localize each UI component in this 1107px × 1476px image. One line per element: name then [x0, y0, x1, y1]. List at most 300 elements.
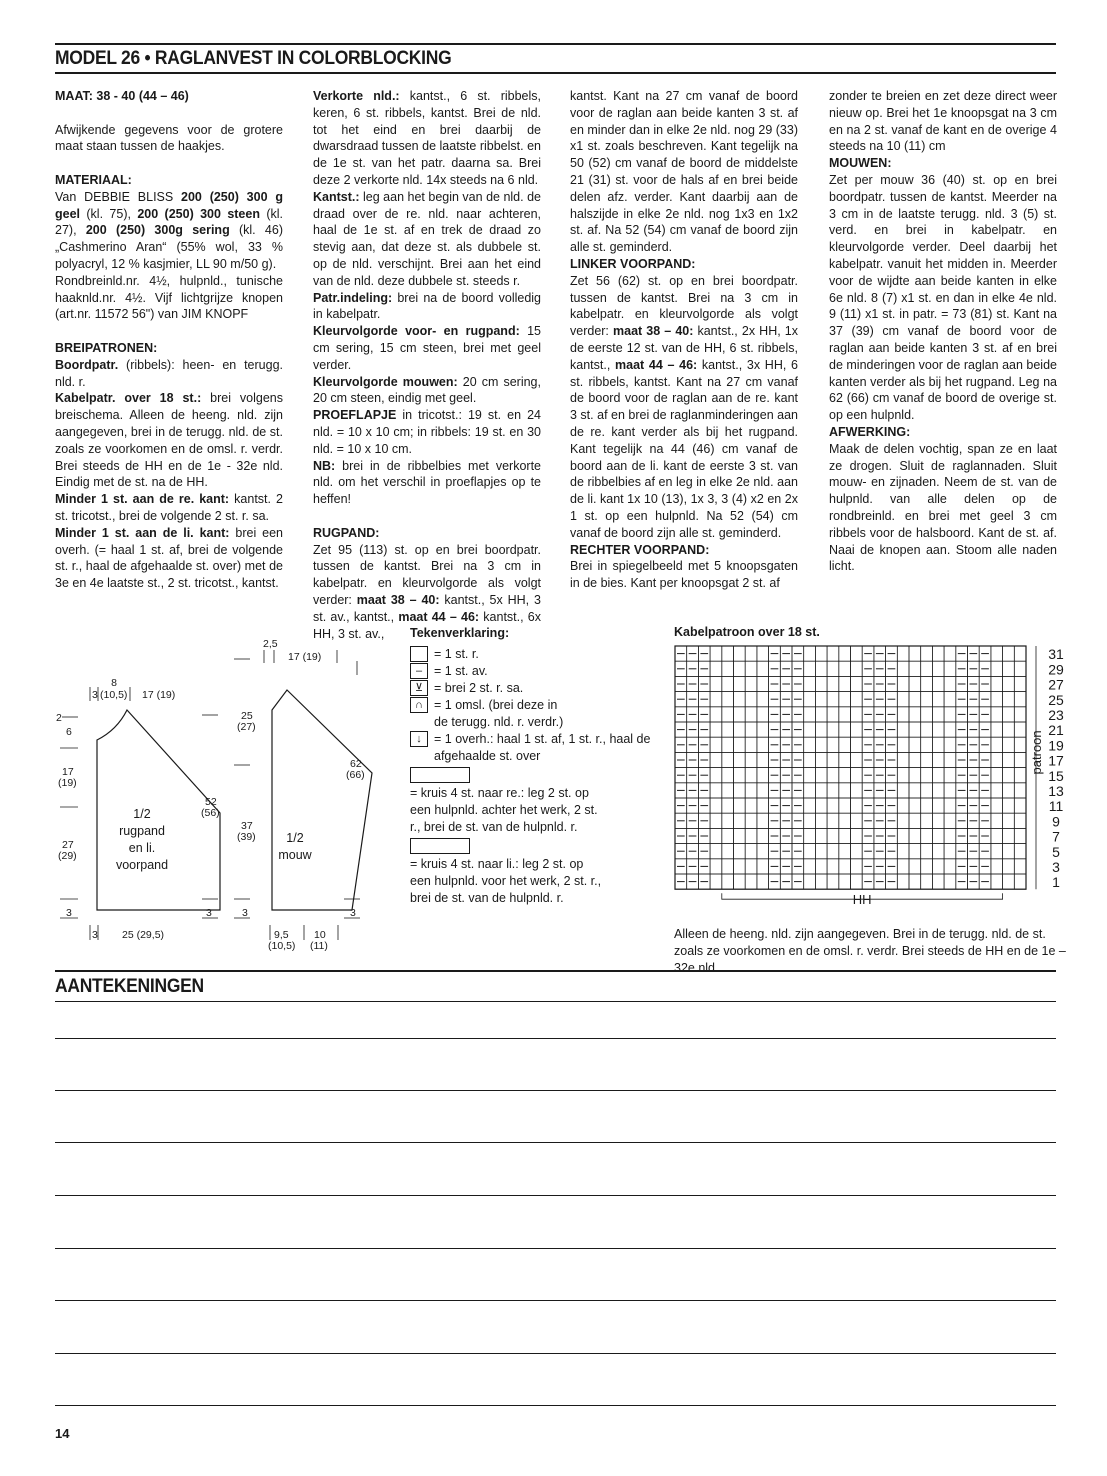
notes-line [55, 1142, 1056, 1143]
chart-cell [734, 813, 746, 828]
chart-cell [944, 737, 956, 752]
chart-cell [1003, 859, 1015, 874]
chart-cell [757, 798, 769, 813]
legend-text: = 1 st. r. [434, 647, 479, 661]
chart-cell [932, 813, 944, 828]
paragraph [570, 542, 798, 559]
text: brei in de ribbelbies met verkorte nld. om het verschil in proeflapjes op te heffen! [313, 458, 541, 507]
chart-cell [722, 692, 734, 707]
chart-cell [815, 859, 827, 874]
chart-cell [734, 692, 746, 707]
notes-line [55, 1405, 1056, 1406]
chart-cell [734, 798, 746, 813]
chart-cell [1003, 737, 1015, 752]
bottom-label: HH [852, 892, 872, 908]
legend-text: = brei 2 st. r. sa. [434, 681, 524, 695]
chart-cell [851, 752, 863, 767]
chart-cell [722, 768, 734, 783]
chart-cell [722, 646, 734, 661]
chart-cell [734, 874, 746, 889]
chart-cell [991, 813, 1003, 828]
dim-label: 3 [242, 907, 248, 919]
chart-cell [897, 874, 909, 889]
chart-cell [1014, 828, 1026, 843]
chart-cell [815, 737, 827, 752]
chart-cell [1014, 844, 1026, 859]
legend-text: = 1 st. av. [434, 664, 488, 678]
text: Van DEBBIE BLISS [55, 189, 182, 204]
chart-cell [909, 737, 921, 752]
chart-cell [734, 676, 746, 691]
bold-text: Kleurvolgorde voor- en rugpand: [313, 324, 520, 339]
chart-cell [897, 646, 909, 661]
chart-cell [839, 844, 851, 859]
legend-text: = 1 omsl. (brei deze in de terugg. nld. r. verdr.) [434, 698, 564, 729]
chart-cell [1014, 798, 1026, 813]
row-number: 3 [1052, 859, 1060, 875]
chart-cell [991, 646, 1003, 661]
legend-symbol: ↓ [410, 731, 428, 747]
chart-cell [897, 768, 909, 783]
body-label-4: voorpand [115, 858, 169, 872]
sleeve-outline [272, 690, 372, 910]
chart-cell [722, 722, 734, 737]
paragraph [55, 357, 283, 391]
chart-cell [734, 783, 746, 798]
row-number: 31 [1048, 646, 1064, 663]
paragraph [55, 340, 283, 357]
chart-title: Kabelpatroon over 18 st. [674, 625, 820, 639]
dim-label: (56) [201, 807, 220, 819]
chart-cell [722, 859, 734, 874]
chart-cell [839, 661, 851, 676]
chart-cell [1014, 859, 1026, 874]
chart-cell [991, 752, 1003, 767]
chart-cell [722, 752, 734, 767]
cross-left-symbol [410, 838, 470, 854]
chart-cell [839, 828, 851, 843]
chart-cell [757, 676, 769, 691]
chart-cell [710, 646, 722, 661]
text: zonder te breien en zet deze direct weer nieuw op. Brei het 1e knoopsgat na 3 cm en na 2 st. vanaf de kant en de overige 4 steeds na 10 (11) cm [829, 89, 1057, 154]
chart-cell [921, 783, 933, 798]
chart-cell [897, 737, 909, 752]
chart-cell [722, 707, 734, 722]
chart-cell [851, 722, 863, 737]
chart-cell [991, 859, 1003, 874]
chart-cell [921, 813, 933, 828]
notes-line [55, 1195, 1056, 1196]
paragraph [313, 458, 541, 508]
chart-cell [897, 844, 909, 859]
text: Rondbreinld.nr. 4½, hulpnld., tunische haaknld.nr. 4½. Vijf lichtgrijze knopen (art.nr. 11572 56") van JIM KNOPF [55, 273, 283, 322]
dim-label: 17 (19) [142, 689, 176, 701]
side-label: patroon [1029, 730, 1044, 775]
chart-cell [804, 813, 816, 828]
chart-cell [815, 813, 827, 828]
chart-cell [944, 768, 956, 783]
chart-cell [839, 737, 851, 752]
page-title: MODEL 26 • RAGLANVEST IN COLORBLOCKING [55, 48, 452, 69]
chart-cell [722, 798, 734, 813]
chart-cell [1003, 768, 1015, 783]
chart-cell [909, 844, 921, 859]
row-number: 5 [1052, 843, 1060, 860]
chart-cell [745, 828, 757, 843]
legend-item [410, 646, 660, 663]
paragraph [55, 189, 283, 273]
chart-cell [757, 768, 769, 783]
chart-cell [745, 722, 757, 737]
chart-cell [1003, 874, 1015, 889]
bold-text: 200 (250) 300g sering [85, 223, 230, 238]
chart-cell [757, 661, 769, 676]
chart-cell [921, 676, 933, 691]
chart-cell [839, 874, 851, 889]
chart-cell [804, 798, 816, 813]
chart-cell [827, 661, 839, 676]
chart-cell [827, 707, 839, 722]
chart-cell [804, 828, 816, 843]
chart-cell [932, 661, 944, 676]
legend-item [410, 680, 660, 697]
chart-cell [921, 828, 933, 843]
body-label-1: 1/2 [133, 807, 151, 821]
dim-label: 3 [92, 929, 98, 941]
dim-label: 17 [62, 766, 74, 778]
chart-cell [932, 752, 944, 767]
paragraph [55, 172, 283, 189]
text: (kl. 75), [80, 206, 138, 221]
chart-cell [897, 676, 909, 691]
paragraph-gap [313, 508, 541, 525]
chart-cell [827, 737, 839, 752]
chart-cell [921, 874, 933, 889]
chart-cell [734, 768, 746, 783]
column-4 [829, 88, 1057, 575]
chart-cell [944, 798, 956, 813]
chart-cell [757, 707, 769, 722]
chart-cell [757, 752, 769, 767]
chart-cell [944, 692, 956, 707]
chart-cell [827, 768, 839, 783]
chart-note: Alleen de heeng. nld. zijn aangegeven. Brei in de terugg. nld. de st. zoals ze voorkomen en de omsl. r. verdr. Brei steeds de HH en de 1e – 32e nld. [674, 927, 1066, 975]
chart-cell [1003, 813, 1015, 828]
bold-text: LINKER VOORPAND: [570, 256, 696, 271]
paragraph [829, 155, 1057, 172]
chart-cell [944, 676, 956, 691]
chart-cell [851, 859, 863, 874]
dim-label: 2 [56, 712, 62, 724]
bold-text: PROEFLAPJE [313, 408, 397, 423]
chart-cell [909, 798, 921, 813]
chart-cell [932, 859, 944, 874]
chart-cell [745, 859, 757, 874]
bold-text: Boordpatr. [55, 357, 119, 372]
column-1 [55, 88, 283, 592]
body-label-3: en li. [128, 841, 156, 855]
chart-cell [710, 661, 722, 676]
dim-label: 62 [350, 758, 362, 770]
chart-cell [1014, 768, 1026, 783]
chart-cell [745, 813, 757, 828]
chart-cell [932, 722, 944, 737]
bold-text: maat 38 – 40: [613, 324, 694, 339]
chart-cell [757, 692, 769, 707]
dim-label: 52 [205, 796, 217, 808]
title-rule [55, 72, 1056, 74]
chart-cell [991, 676, 1003, 691]
chart-cell [710, 707, 722, 722]
notes-line [55, 1353, 1056, 1354]
chart-cell [897, 783, 909, 798]
chart-cell [804, 752, 816, 767]
chart-cell [991, 844, 1003, 859]
chart-cell [745, 707, 757, 722]
chart-cell [991, 828, 1003, 843]
bold-text: Minder 1 st. aan de li. kant: [55, 525, 230, 540]
chart-cell [909, 859, 921, 874]
chart-cell [921, 707, 933, 722]
bold-text: Kantst.: [313, 189, 360, 204]
chart-cell [815, 707, 827, 722]
row-number: 21 [1048, 722, 1064, 739]
dim-label: 2,5 [263, 638, 278, 650]
chart-cell [851, 828, 863, 843]
text: brei na de boord volledig in kabelpatr. [313, 290, 541, 322]
page-number: 14 [55, 1426, 70, 1441]
chart-cell [722, 676, 734, 691]
chart-cell [1003, 692, 1015, 707]
column-2 [313, 88, 541, 642]
chart-cell [827, 692, 839, 707]
chart-cell [734, 737, 746, 752]
chart-cell [839, 859, 851, 874]
chart-cell [839, 722, 851, 737]
chart-cell [804, 783, 816, 798]
notes-top-rule [55, 970, 1056, 972]
legend-title: Tekenverklaring: [410, 626, 510, 640]
chart-cell [722, 813, 734, 828]
chart-cell [815, 661, 827, 676]
text: Zet 56 (62) st. op en brei boordpatr. tussen de kantst. Brei na 3 cm in kabelpatr. en kleurvolgorde als volgt verder: [570, 273, 798, 339]
chart-cell [897, 828, 909, 843]
chart-cell [745, 768, 757, 783]
text: 20 cm sering, 20 cm steen, eindig met geel. [313, 374, 541, 406]
chart-cell [815, 692, 827, 707]
chart-cell [1014, 783, 1026, 798]
bold-text: Minder 1 st. aan de re. kant: [55, 492, 230, 507]
chart-cell [734, 707, 746, 722]
text: (kl. 27), [55, 206, 284, 238]
chart-cell [827, 646, 839, 661]
paragraph [55, 88, 283, 105]
top-rule [55, 43, 1056, 45]
chart-cell [827, 844, 839, 859]
chart-cell [944, 828, 956, 843]
chart-cell [851, 692, 863, 707]
chart-cell [851, 783, 863, 798]
chart-cell [909, 783, 921, 798]
chart-cell [827, 722, 839, 737]
chart-cell [932, 737, 944, 752]
chart-cell [745, 737, 757, 752]
chart-cell [932, 692, 944, 707]
chart-cell [757, 828, 769, 843]
text: kantst., 6 st. ribbels, keren, 6 st. ribbels, kantst. Brei de nld. tot het eind en brei daarbij de dwarsdraad tussen de laatste ribbelst. en de 1e st. van het patr. daarna sa. Brei deze 2 verkorte nld. 14x steeds na 6 nld. [313, 89, 541, 187]
notes-line [55, 1038, 1056, 1039]
chart-cell [722, 783, 734, 798]
dim-label: (39) [237, 831, 256, 843]
paragraph-gap [55, 323, 283, 340]
chart-cell [909, 722, 921, 737]
text: Brei in spiegelbeeld met 5 knoopsgaten in de bies. Kant per knoopsgat 2 st. af [570, 559, 798, 591]
dim-label: 10 [314, 929, 326, 941]
chart-cell [1003, 661, 1015, 676]
chart-cell [1014, 752, 1026, 767]
chart-cell [897, 813, 909, 828]
chart-cell [909, 676, 921, 691]
chart-cell [815, 844, 827, 859]
paragraph [570, 88, 798, 256]
chart-cell [734, 661, 746, 676]
chart-cell [804, 768, 816, 783]
body-label-2: rugpand [119, 824, 165, 838]
dim-label: (66) [346, 769, 365, 781]
chart-cell [909, 768, 921, 783]
cross-right-text: = kruis 4 st. naar re.: leg 2 st. op een hulpnld. achter het werk, 2 st. r., brei de st. van de hulpnld. r. [410, 786, 598, 834]
chart-cell [815, 646, 827, 661]
paragraph [829, 88, 1057, 155]
row-number: 15 [1048, 767, 1064, 784]
chart-cell [839, 646, 851, 661]
paragraph [313, 525, 541, 542]
chart-cell [745, 798, 757, 813]
chart-cell [932, 676, 944, 691]
legend-text: = 1 overh.: haal 1 st. af, 1 st. r., haal de afgehaalde st. over [434, 732, 651, 763]
text: kantst., 6x HH, 3 st. av., [313, 609, 541, 641]
chart-cell [757, 813, 769, 828]
chart-cell [909, 646, 921, 661]
bold-text: Kleurvolgorde mouwen: [313, 374, 458, 389]
chart-cell [710, 874, 722, 889]
legend [410, 625, 660, 907]
chart-cell [827, 798, 839, 813]
dim-label: (10,5) [100, 689, 128, 701]
chart-cell [851, 813, 863, 828]
text: Afwijkende gegevens voor de grotere maat staan tussen de haakjes. [55, 122, 283, 154]
chart-cell [839, 783, 851, 798]
chart-cell [745, 752, 757, 767]
paragraph [55, 525, 283, 592]
chart-cell [897, 707, 909, 722]
paragraph [570, 558, 798, 592]
row-number: 17 [1048, 752, 1064, 769]
chart-cell [745, 646, 757, 661]
chart-cell [944, 722, 956, 737]
text: kantst., 5x HH, 3 st. av., kantst., [313, 592, 541, 624]
notes-line [55, 1001, 1056, 1002]
chart-cell [921, 722, 933, 737]
text: kantst. 2 st. tricotst., brei de volgende 2 st. r. sa. [55, 492, 283, 523]
chart-cell [815, 798, 827, 813]
cross-left-text: = kruis 4 st. naar li.: leg 2 st. op een hulpnld. voor het werk, 2 st. r., brei de st. van de hulpnld. r. [410, 857, 602, 905]
paragraph [829, 172, 1057, 424]
row-number: 9 [1052, 813, 1060, 830]
dim-label: 3 [350, 907, 356, 919]
chart-cell [932, 798, 944, 813]
chart-cell [804, 844, 816, 859]
chart-cell [710, 676, 722, 691]
dim-label: 17 (19) [288, 651, 322, 663]
chart-cell [815, 752, 827, 767]
dim-label: 27 [62, 839, 74, 851]
bold-text: RECHTER VOORPAND: [570, 542, 710, 557]
chart-cell [909, 828, 921, 843]
chart-cell [710, 737, 722, 752]
chart-cell [932, 783, 944, 798]
chart-cell [1003, 646, 1015, 661]
paragraph [313, 323, 541, 373]
paragraph [570, 273, 798, 542]
chart-cell [909, 707, 921, 722]
legend-item [410, 731, 660, 765]
chart-cell [839, 676, 851, 691]
paragraph [313, 189, 541, 290]
chart-cell [757, 646, 769, 661]
chart-cell [745, 844, 757, 859]
chart-cell [710, 692, 722, 707]
paragraph [55, 390, 283, 491]
chart-cell [815, 768, 827, 783]
bold-text: maat 38 – 40: [356, 592, 440, 607]
chart-cell [839, 798, 851, 813]
bold-text: MOUWEN: [829, 156, 892, 171]
chart-cell [734, 828, 746, 843]
chart-cell [851, 874, 863, 889]
chart-cell [804, 707, 816, 722]
chart-cell [710, 752, 722, 767]
chart-cell [745, 692, 757, 707]
notes-line [55, 1248, 1056, 1249]
chart-cell [1003, 828, 1015, 843]
chart-cell [909, 813, 921, 828]
chart-cell [991, 661, 1003, 676]
chart-cell [851, 844, 863, 859]
chart-cell [734, 752, 746, 767]
chart-cell [1014, 707, 1026, 722]
chart-cell [991, 783, 1003, 798]
chart-cell [804, 676, 816, 691]
chart-cell [804, 661, 816, 676]
text: kantst., 3x HH, 6 st. ribbels, kantst. Kant na 27 cm vanaf de boord voor de raglan aan de re. kant 3 st. af en brei de raglanminderingen aan de re. kant verder als bij het rugpand. Kant tegelijk na 44 (46) cm vanaf de boord aan de li. kant de eerste 3 st. van de ribbelbies af en leg in elke 2e nld. aan de li. kant 1x 10 (13), 1x 3, 3 (4) x2 en 2x 1 st. op een hulpnld. Na 52 (54) cm vanaf de boord zijn alle st. geminderd. [570, 357, 798, 540]
chart-cell [921, 768, 933, 783]
chart-cell [921, 661, 933, 676]
chart-cell [991, 707, 1003, 722]
chart-cell [851, 737, 863, 752]
text: kantst. Kant na 27 cm vanaf de boord voor de raglan aan beide kanten 3 st. af en minder dan in elke 2e nld. nog 29 (33) x1 st. zoals beschreven. Kant tegelijk na 50 (52) cm vanaf de boord de middelste 21 (31) st. voor de hals af en brei beide delen afz. verder. Kant daarbij aan de halszijde in elke 2e nld. nog 1x3 en 1x2 st. af. Na 52 (54) cm vanaf de boord zijn alle st. geminderd. [570, 89, 798, 255]
cross-right-symbol [410, 767, 470, 783]
bold-text: Kabelpatr. over 18 st.: [55, 391, 202, 406]
paragraph [313, 290, 541, 324]
chart-cell [1014, 813, 1026, 828]
chart-cell [1003, 783, 1015, 798]
chart-cell [1003, 798, 1015, 813]
dim-label: 6 [66, 726, 72, 738]
chart-cell [851, 676, 863, 691]
text: (kl. 46) „Cashmerino Aran“ (55% wol, 33 % polyacryl, 12 % kasjmier, LL 90 m/50 g). [55, 223, 283, 271]
text: in tricotst.: 19 st. en 24 nld. = 10 x 10 cm; in ribbels: 19 st. en 30 nld. = 10 x 10 cm. [313, 408, 541, 456]
